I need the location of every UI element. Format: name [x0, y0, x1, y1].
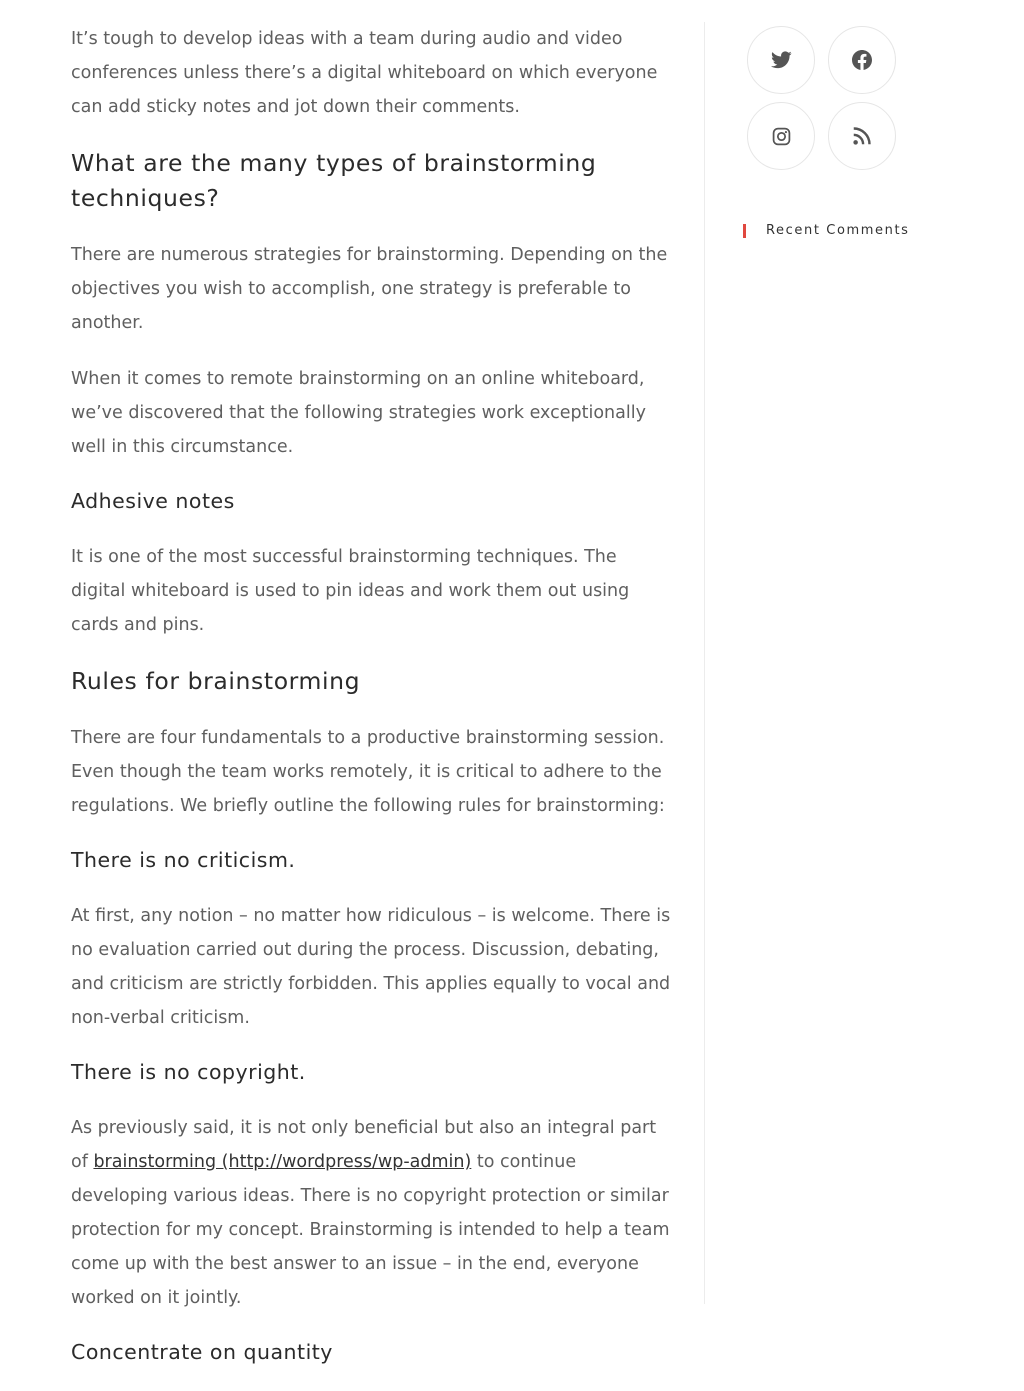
heading-no-criticism: There is no criticism.: [71, 848, 296, 872]
social-links: [747, 26, 987, 170]
instagram-icon: [772, 127, 791, 146]
criticism-paragraph: At first, any notion – no matter how ridiculous – is welcome. There is no evaluation carried out during the process. Discussion, debating, and criticism are strictly forbidden. This applies equally to vocal and non-verbal criticism.: [71, 906, 671, 1028]
heading-no-copyright: There is no copyright.: [71, 1060, 306, 1084]
rss-button[interactable]: [828, 102, 896, 170]
instagram-button[interactable]: [747, 102, 815, 170]
types-paragraph-2: When it comes to remote brainstorming on an online whiteboard, we’ve discovered that the following strategies work exceptionally well in this circumstance.: [71, 369, 646, 457]
adhesive-paragraph: It is one of the most successful brainstorming techniques. The digital whiteboard is used to pin ideas and work them out using cards and pins.: [71, 547, 630, 635]
rss-icon: [853, 127, 871, 145]
widget-title-accent-bar: [743, 224, 746, 238]
article-content: [71, 22, 671, 1391]
copyright-paragraph: [71, 1111, 671, 1315]
heading-brainstorming-types: What are the many types of brainstorming techniques?: [71, 149, 597, 212]
heading-quantity: Concentrate on quantity: [71, 1340, 333, 1364]
copyright-text-after: to continue developing various ideas. There is no copyright protection or similar protection for my concept. Brainstorming is intended to help a team come up with the best answer to an issue – in the end, everyone worked on it jointly.: [71, 1152, 670, 1308]
sidebar-divider: [704, 22, 705, 1304]
facebook-icon: [852, 50, 872, 70]
copyright-text-before: As previously said, it is not only beneficial but also an integral part of: [71, 1118, 657, 1172]
recent-comments-label: Recent Comments: [766, 223, 910, 238]
types-paragraph-1: There are numerous strategies for brainstorming. Depending on the objectives you wish to accomplish, one strategy is preferable to another.: [71, 245, 668, 333]
intro-paragraph: It’s tough to develop ideas with a team during audio and video conferences unless there’s a digital whiteboard on which everyone can add sticky notes and jot down their comments.: [71, 29, 658, 117]
rules-paragraph: There are four fundamentals to a productive brainstorming session. Even though the team works remotely, it is critical to adhere to the regulations. We briefly outline the following rules for brainstorming:: [71, 728, 665, 816]
brainstorming-link[interactable]: brainstorming (http://wordpress/wp-admin): [93, 1152, 472, 1172]
twitter-icon: [771, 51, 792, 69]
facebook-button[interactable]: [828, 26, 896, 94]
recent-comments-widget-title: [743, 223, 987, 238]
heading-rules: Rules for brainstorming: [71, 667, 361, 695]
heading-adhesive-notes: Adhesive notes: [71, 489, 235, 513]
twitter-button[interactable]: [747, 26, 815, 94]
sidebar: [747, 26, 987, 238]
